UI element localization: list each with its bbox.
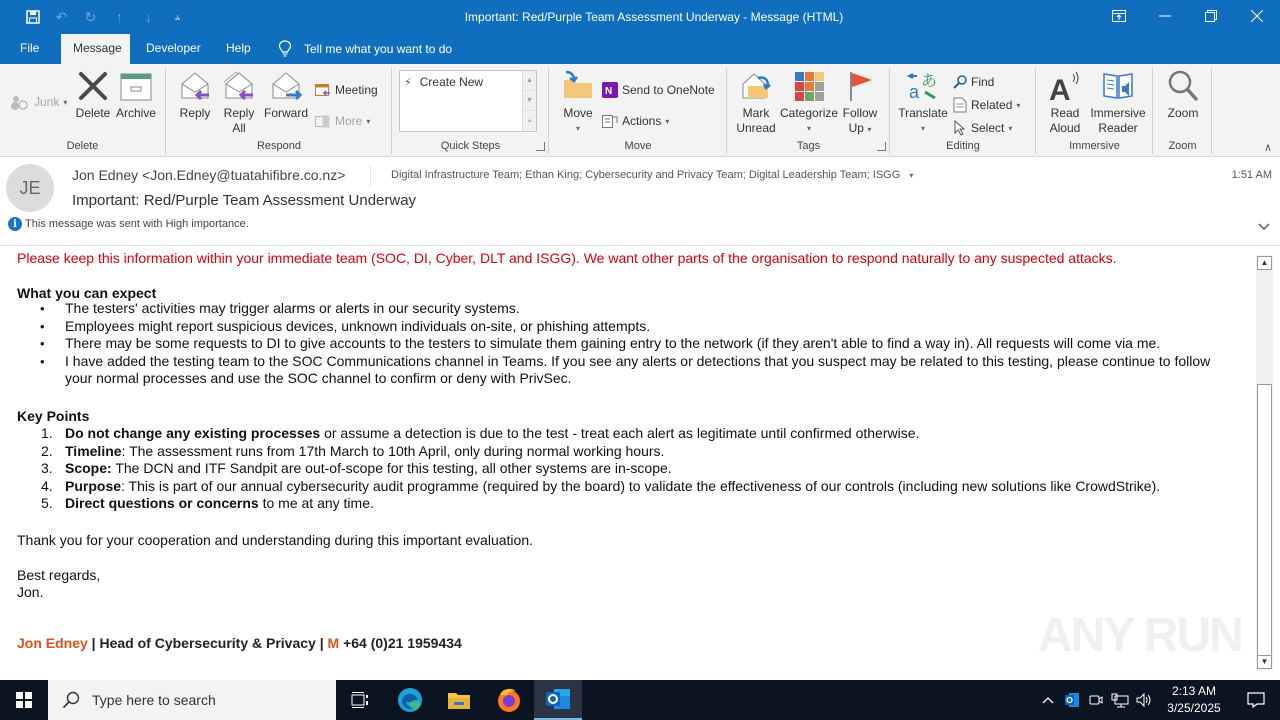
group-editing <box>891 68 1036 154</box>
firefox-icon <box>496 687 522 713</box>
send-to-onenote-button[interactable]: N Send to OneNote <box>602 80 715 100</box>
dialog-launcher-icon[interactable] <box>877 142 886 151</box>
taskbar-search[interactable]: Type here to search <box>48 680 336 720</box>
watermark: ANY RUN <box>1038 609 1242 662</box>
immersive-reader-button[interactable]: Immersive Reader <box>1089 70 1147 136</box>
search-icon <box>62 691 80 709</box>
list-item: 4. Purpose: This is part of our annual cybersecurity audit programme (required by the board) to validate the effectiveness of our controls (including new solutions like CrowdStrike). <box>41 477 1161 494</box>
group-tags <box>728 68 890 154</box>
chevron-down-icon: ▾ <box>1008 123 1013 133</box>
zoom-button[interactable]: Zoom <box>1164 70 1202 121</box>
message-header <box>0 158 1280 246</box>
flag-icon <box>844 70 876 102</box>
list-item: • Employees might report suspicious devices, unknown individuals on-site, or phishing attempts. <box>17 318 1237 336</box>
chevron-down-icon: ▾ <box>1016 100 1021 110</box>
customize-toolbar-icon[interactable]: ⫨ <box>174 11 181 23</box>
related-document-icon <box>953 97 967 113</box>
restore-icon[interactable] <box>1188 0 1234 32</box>
chevron-down-icon: ▾ <box>575 124 580 133</box>
translate-button[interactable]: a あ Translate ▾ <box>897 70 949 136</box>
chevron-down-icon: ▾ <box>665 116 670 126</box>
edge-button[interactable] <box>386 680 434 720</box>
outlook-tray-icon[interactable] <box>1060 680 1084 720</box>
group-label-respond: Respond <box>256 140 302 152</box>
file-explorer-icon <box>447 690 471 710</box>
group-zoom <box>1154 68 1212 154</box>
group-label-quick-steps: Quick Steps <box>440 140 501 152</box>
quick-steps-scroll[interactable] <box>522 71 536 131</box>
move-button[interactable]: Move ▾ <box>560 70 596 136</box>
find-magnifier-icon <box>953 75 967 89</box>
group-label-move: Move <box>624 140 652 152</box>
categorize-button[interactable]: Categorize ▾ <box>780 70 838 136</box>
group-label-tags: Tags <box>796 140 821 152</box>
onenote-icon <box>602 82 618 98</box>
action-center-button[interactable] <box>1232 680 1280 720</box>
volume-icon[interactable] <box>1132 680 1156 720</box>
quick-steps-gallery[interactable] <box>399 70 537 132</box>
list-item: • There may be some requests to DI to give accounts to the testers to simulate them gaining entry to the network (if they aren't able to find a way in). All requests will come via me. <box>17 335 1237 353</box>
mark-unread-icon <box>740 70 772 102</box>
system-tray <box>1036 680 1280 720</box>
junk-icon <box>10 94 30 110</box>
divider <box>370 166 371 186</box>
expect-list <box>17 300 1237 388</box>
recipients-dropdown-icon[interactable]: ▾ <box>909 171 914 180</box>
up-arrow-icon[interactable]: ↑ <box>116 9 123 25</box>
tab-message[interactable]: Message <box>61 34 130 64</box>
task-view-button[interactable] <box>336 680 384 720</box>
translate-icon <box>907 70 939 102</box>
edge-icon <box>397 687 423 713</box>
related-button[interactable]: Related ▾ <box>953 95 1020 115</box>
file-explorer-button[interactable] <box>435 680 483 720</box>
list-item: • I have added the testing team to the SOC Communications channel in Teams. If you see any alerts or detections that you suspect may be related to this testing, please continue to follow your normal processes and use the SOC channel to confirm or deny with PrivSec. <box>17 353 1237 388</box>
tell-me-label: Tell me what you want to do <box>304 41 453 56</box>
scroll-down-icon[interactable]: ▼ <box>523 91 536 111</box>
list-item: 1. Do not change any existing processes or assume a detection is due to the test - treat each alert as legitimate until confirmed otherwise. <box>41 425 920 441</box>
quick-step-create-new[interactable]: ⚡ Create New <box>404 75 484 89</box>
follow-up-button[interactable]: Follow Up ▾ <box>840 70 880 137</box>
find-button[interactable]: Find <box>953 72 994 92</box>
group-label-editing: Editing <box>946 140 980 152</box>
group-label-zoom: Zoom <box>1168 140 1197 152</box>
regards: Best regards, <box>17 567 101 583</box>
expand-gallery-icon[interactable]: ⫨ <box>527 117 532 124</box>
importance-banner: i This message was sent with High importance. <box>8 217 249 231</box>
group-delete <box>0 68 166 154</box>
chevron-down-icon: ▾ <box>63 97 68 107</box>
categorize-icon <box>793 70 825 102</box>
group-immersive <box>1037 68 1153 154</box>
tab-help[interactable]: Help <box>226 41 251 55</box>
firefox-button[interactable] <box>485 680 533 720</box>
actions-icon <box>602 113 618 129</box>
reply-icon <box>179 70 211 102</box>
body-scrollbar[interactable] <box>1256 255 1273 670</box>
task-view-icon <box>351 692 369 708</box>
zoom-magnifier-icon <box>1167 70 1199 102</box>
archive-button[interactable]: Archive <box>114 70 158 121</box>
delete-button[interactable]: Delete <box>74 70 112 121</box>
expand-header-icon[interactable] <box>1258 220 1270 234</box>
forward-icon <box>270 70 302 102</box>
svg-text:A: A <box>1049 74 1071 102</box>
mark-unread-button[interactable]: Mark Unread <box>736 70 776 136</box>
sent-time: 1:51 AM <box>1231 169 1272 181</box>
meeting-button[interactable]: Meeting <box>315 80 378 100</box>
reply-button[interactable]: Reply <box>177 70 213 121</box>
undo-icon[interactable]: ↶ <box>55 8 68 25</box>
email-signature: Jon Edney | Head of Cybersecurity & Privacy | M +64 (0)21 1959434 <box>17 635 462 651</box>
key-points-list <box>17 425 1237 513</box>
window-controls <box>1096 0 1280 32</box>
chevron-down-icon: ▾ <box>867 125 872 134</box>
tell-me-search[interactable] <box>278 34 452 64</box>
notification-icon <box>1247 692 1265 708</box>
list-item: 2. Timeline: The assessment runs from 17th March to 10th April, only during normal working hours. <box>41 442 665 459</box>
tab-developer[interactable]: Developer <box>146 41 201 55</box>
scroll-down-arrow-icon[interactable]: ▼ <box>1257 655 1272 669</box>
group-respond <box>167 68 392 154</box>
cursor-arrow-icon <box>953 120 967 136</box>
list-item: • The testers' activities may trigger alarms or alerts in our security systems. <box>17 300 1237 318</box>
dialog-launcher-icon[interactable] <box>536 142 545 151</box>
reply-all-icon <box>223 70 255 102</box>
avatar[interactable]: JE <box>6 164 54 212</box>
info-icon: i <box>8 217 22 231</box>
camera-tray-icon[interactable] <box>1084 680 1108 720</box>
start-button[interactable] <box>0 680 48 720</box>
expect-heading: What you can expect <box>17 285 157 301</box>
clock[interactable]: 2:13 AM 3/25/2025 <box>1167 684 1221 715</box>
redo-icon[interactable]: ↻ <box>84 8 97 25</box>
close-icon[interactable] <box>1234 0 1280 32</box>
list-item: 5. Direct questions or concerns to me at any time. <box>41 495 374 512</box>
signature-phone: +64 (0)21 1959434 <box>339 635 462 651</box>
read-aloud-icon <box>1049 70 1081 102</box>
confidential-warning: Please keep this information within your immediate team (SOC, DI, Cyber, DLT and ISGG). We want other parts of the organisation to respond naturally to any suspected attacks. <box>17 250 1117 266</box>
select-button[interactable]: Select ▾ <box>953 118 1012 138</box>
svg-text:あ: あ <box>921 71 938 90</box>
svg-text:a: a <box>909 82 920 102</box>
ribbon <box>0 64 1280 157</box>
forward-button[interactable]: Forward <box>263 70 309 121</box>
key-points-heading: Key Points <box>17 408 90 424</box>
network-icon[interactable] <box>1108 680 1132 720</box>
chevron-down-icon: ▾ <box>806 124 811 133</box>
scroll-up-arrow-icon[interactable]: ▲ <box>1257 256 1272 270</box>
actions-button[interactable]: Actions ▾ <box>602 111 669 131</box>
more-respond-button[interactable]: More ▾ <box>315 111 370 131</box>
down-arrow-icon[interactable]: ↓ <box>145 9 152 25</box>
archive-icon <box>120 70 152 102</box>
tab-file[interactable]: File <box>20 41 40 55</box>
group-move <box>550 68 727 154</box>
subject: Important: Red/Purple Team Assessment Underway <box>72 192 417 209</box>
thanks-paragraph: Thank you for your cooperation and understanding during this important evaluation. <box>17 532 533 548</box>
minimize-icon[interactable] <box>1142 0 1188 32</box>
windows-logo-icon <box>16 692 32 708</box>
scroll-up-icon[interactable]: ▲ <box>523 71 536 91</box>
outlook-icon <box>545 687 571 711</box>
group-label-immersive: Immersive <box>1069 140 1120 152</box>
ribbon-tabs <box>0 34 1280 64</box>
read-aloud-button[interactable]: A Read Aloud <box>1045 70 1085 136</box>
svg-text:N: N <box>605 86 613 97</box>
chevron-down-icon: ▾ <box>920 124 925 133</box>
delete-x-icon <box>77 70 109 102</box>
signature-title: Head of Cybersecurity & Privacy <box>99 635 316 651</box>
collapse-ribbon-icon[interactable]: ∧ <box>1263 142 1272 154</box>
reply-all-button[interactable]: Reply All <box>221 70 257 136</box>
show-hidden-icons-icon[interactable] <box>1036 680 1060 720</box>
group-label-delete: Delete <box>66 140 99 152</box>
lightning-icon: ⚡ <box>404 76 412 89</box>
move-folder-icon <box>562 70 594 102</box>
signature-name: Jon Edney <box>17 635 88 651</box>
window-title: Important: Red/Purple Team Assessment Underway - Message (HTML) <box>464 10 844 24</box>
meeting-icon <box>315 83 331 97</box>
immersive-reader-icon <box>1102 70 1134 102</box>
junk-button[interactable]: Junk ▾ <box>10 92 67 112</box>
sender[interactable]: Jon Edney <Jon.Edney@tuatahifibre.co.nz> <box>72 167 346 183</box>
list-item: 3. Scope: The DCN and ITF Sandpit are out-of-scope for this testing, all other systems are in-scope. <box>41 460 672 477</box>
recipients[interactable]: Digital Infrastructure Team; Ethan King; Cybersecurity and Privacy Team; Digital Leadership Team; ISGG ▾ <box>391 169 914 181</box>
title-bar <box>0 0 1280 34</box>
taskbar <box>0 680 1280 720</box>
scroll-thumb[interactable] <box>1257 384 1272 656</box>
signoff: Jon. <box>17 584 44 600</box>
more-icon <box>315 114 331 128</box>
chevron-down-icon: ▾ <box>366 116 371 126</box>
lightbulb-icon <box>278 40 292 58</box>
outlook-button[interactable] <box>534 680 582 720</box>
group-quick-steps <box>393 68 549 154</box>
ribbon-display-options-icon[interactable] <box>1096 0 1142 32</box>
